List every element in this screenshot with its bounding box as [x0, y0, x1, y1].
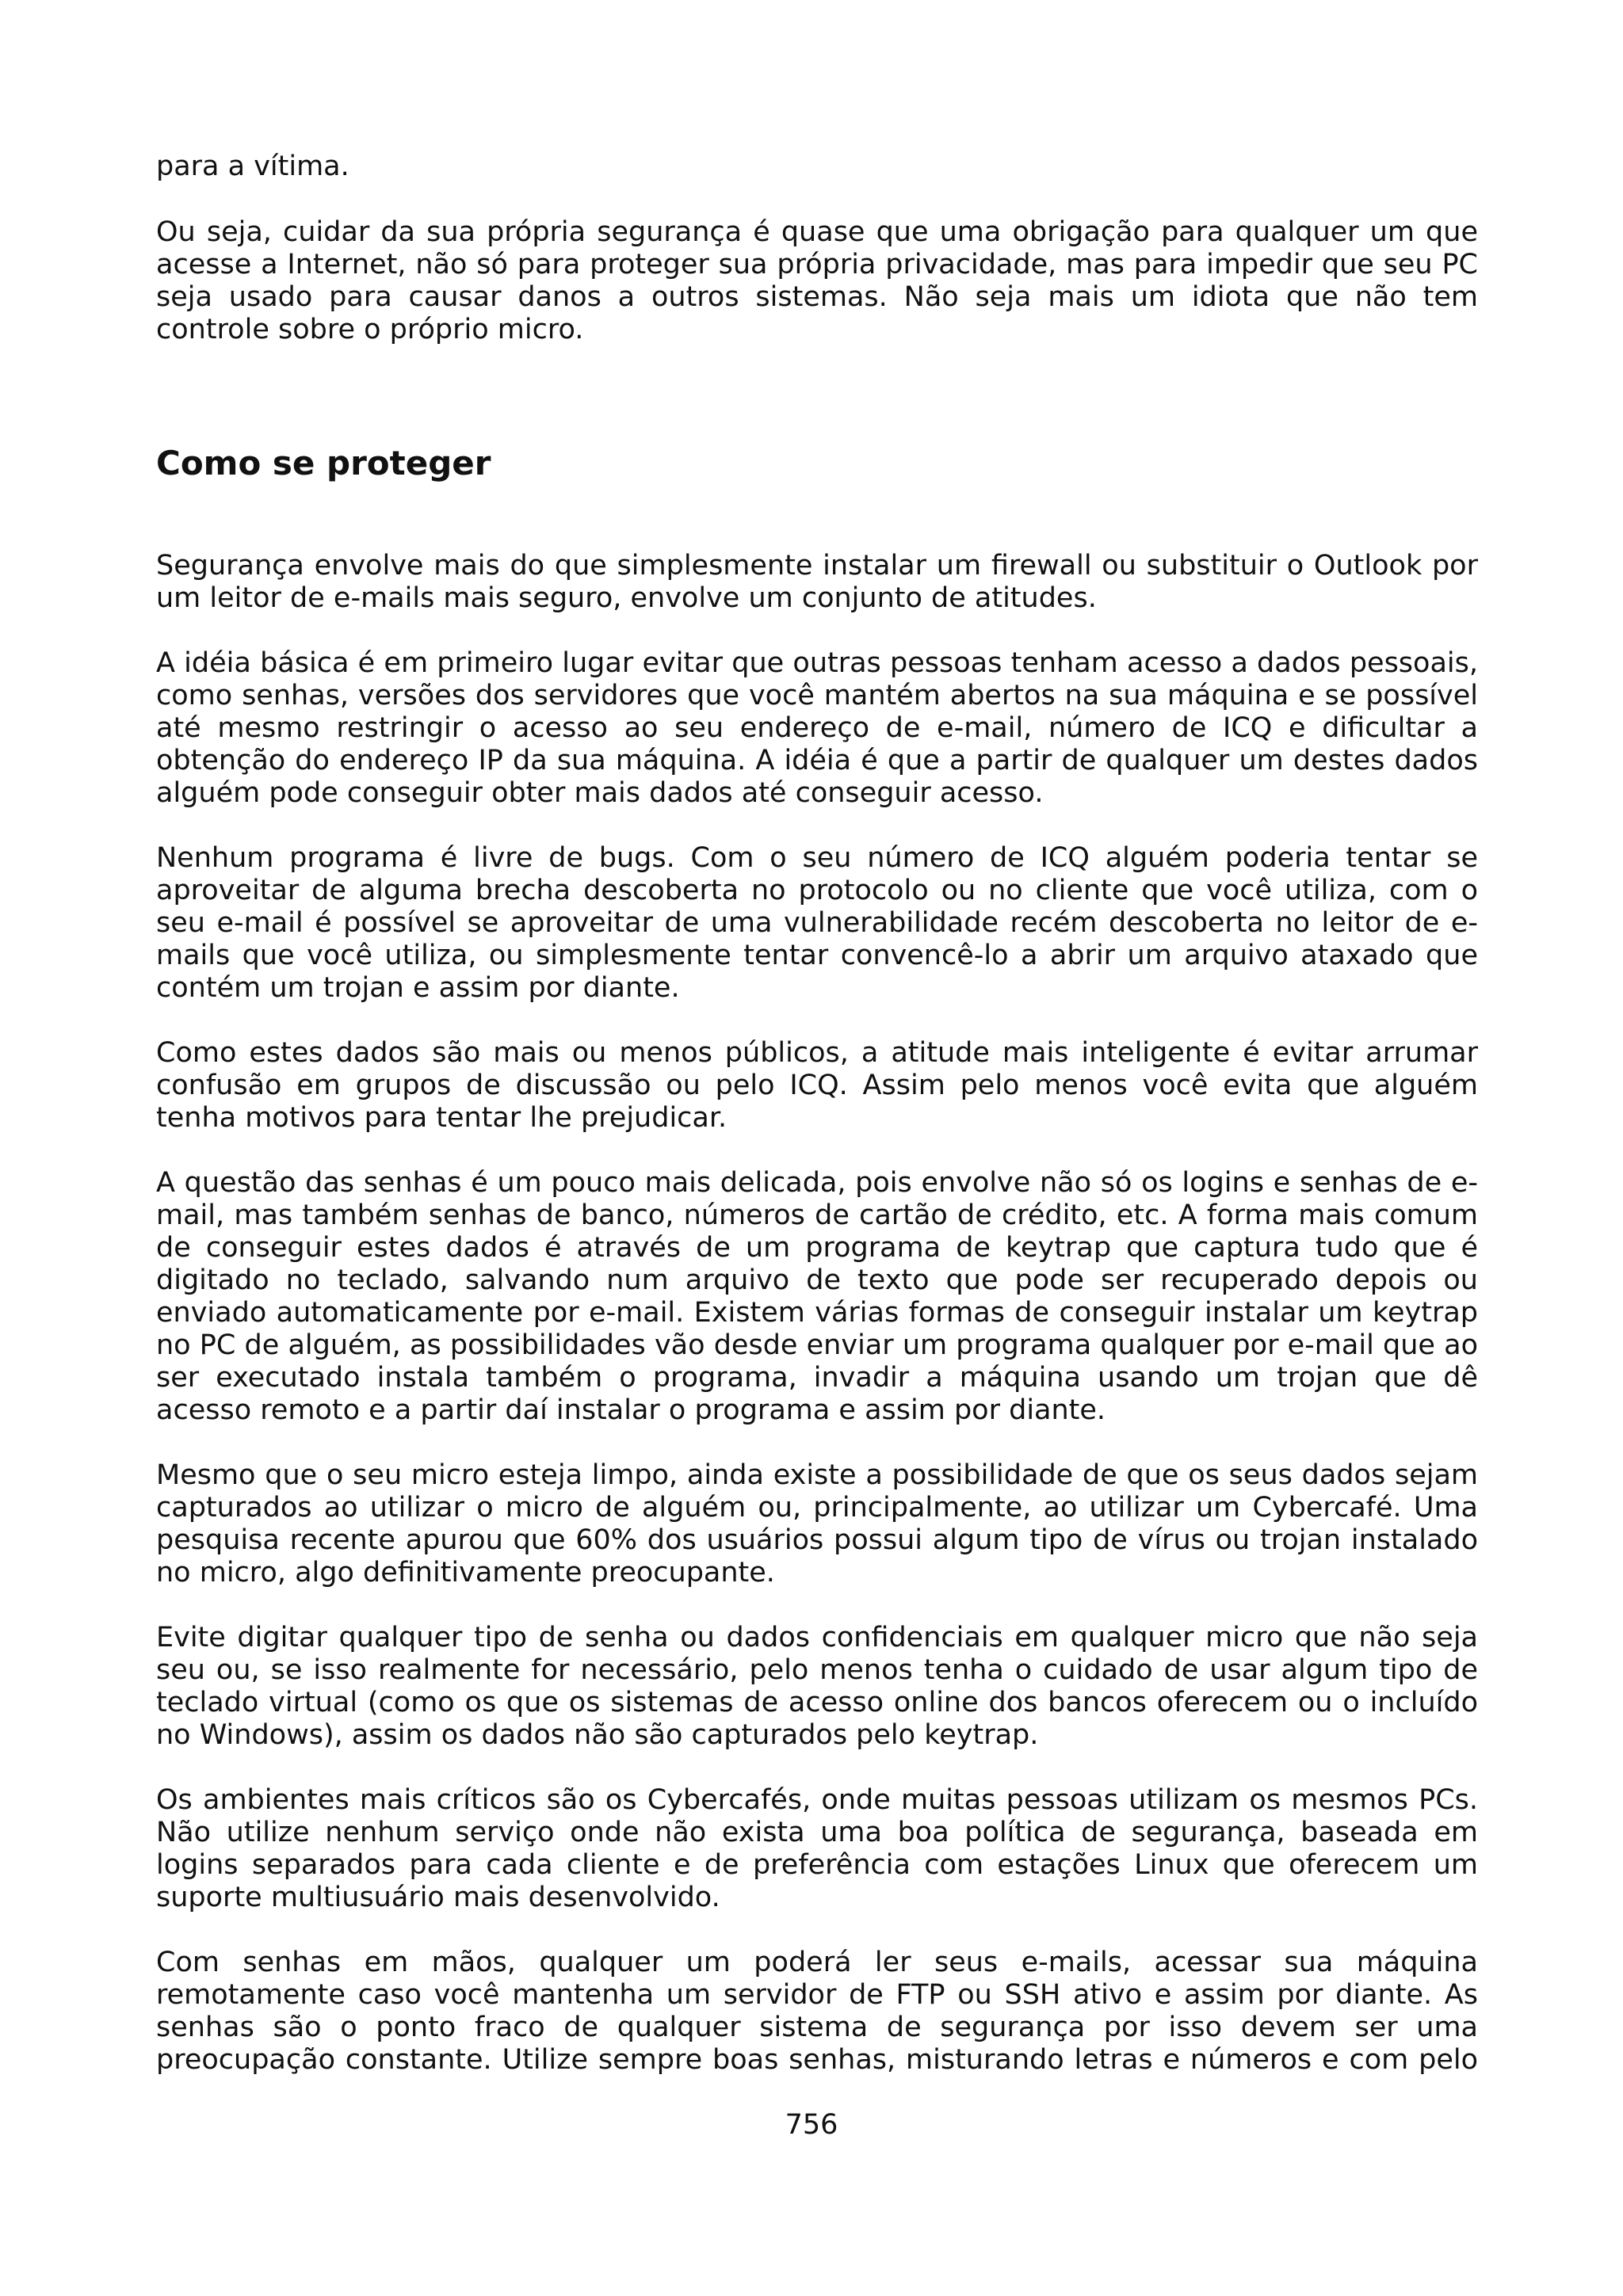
paragraph: Mesmo que o seu micro esteja limpo, ainda existe a possibilidade de que os seus dados sejam capturados ao utilizar o micro de alguém ou, principalmente, ao utilizar um Cybercafé. Uma pesquisa recente apurou que 60% dos usuários possui algum tipo de vírus ou trojan instalado no micro, algo definitivamente preocupante.: [156, 1459, 1478, 1589]
paragraph: Com senhas em mãos, qualquer um poderá ler seus e-mails, acessar sua máquina remotamente caso você mantenha um servidor de FTP ou SSH ativo e assim por diante. As senhas são o ponto fraco de qualquer sistema de segurança por isso devem ser uma preocupação constante. Utilize sempre boas senhas, misturando letras e números e com pelo: [156, 1947, 1478, 2076]
paragraph: A questão das senhas é um pouco mais delicada, pois envolve não só os logins e senhas de e-mail, mas também senhas de banco, números de cartão de crédito, etc. A forma mais comum de conseguir estes dados é através de um programa de keytrap que captura tudo que é digitado no teclado, salvando num arquivo de texto que pode ser recuperado depois ou enviado automaticamente por e-mail. Existem várias formas de conseguir instalar um keytrap no PC de alguém, as possibilidades vão desde enviar um programa qualquer por e-mail que ao ser executado instala também o programa, invadir a máquina usando um trojan que dê acesso remoto e a partir daí instalar o programa e assim por diante.: [156, 1167, 1478, 1426]
paragraph: para a vítima.: [156, 151, 349, 182]
paragraph: Evite digitar qualquer tipo de senha ou dados confidenciais em qualquer micro que não seja seu ou, se isso realmente for necessário, pelo menos tenha o cuidado de usar algum tipo de teclado virtual (como os que os sistemas de acesso online dos bancos oferecem ou o incluído no Windows), assim os dados não são capturados pelo keytrap.: [156, 1622, 1478, 1751]
paragraph: Ou seja, cuidar da sua própria segurança é quase que uma obrigação para qualquer um que acesse a Internet, não só para proteger sua própria privacidade, mas para impedir que seu PC seja usado para causar danos a outros sistemas. Não seja mais um idiota que não tem controle sobre o próprio micro.: [156, 216, 1478, 345]
paragraph: Nenhum programa é livre de bugs. Com o seu número de ICQ alguém poderia tentar se aproveitar de alguma brecha descoberta no protocolo ou no cliente que você utiliza, com o seu e-mail é possível se aproveitar de uma vulnerabilidade recém descoberta no leitor de e-mails que você utiliza, ou simplesmente tentar convencê-lo a abrir um arquivo ataxado que contém um trojan e assim por diante.: [156, 842, 1478, 1004]
document-body: [156, 151, 1478, 2109]
page-number: 756: [785, 2109, 838, 2141]
paragraph: Como estes dados são mais ou menos públicos, a atitude mais inteligente é evitar arrumar confusão em grupos de discussão ou pelo ICQ. Assim pelo menos você evita que alguém tenha motivos para tentar lhe prejudicar.: [156, 1037, 1478, 1134]
paragraph: Segurança envolve mais do que simplesmente instalar um firewall ou substituir o Outlook por um leitor de e-mails mais seguro, envolve um conjunto de atitudes.: [156, 550, 1478, 614]
paragraph: Os ambientes mais críticos são os Cybercafés, onde muitas pessoas utilizam os mesmos PCs. Não utilize nenhum serviço onde não exista uma boa política de segurança, baseada em logins separados para cada cliente e de preferência com estações Linux que oferecem um suporte multiusuário mais desenvolvido.: [156, 1784, 1478, 1913]
paragraph: A idéia básica é em primeiro lugar evitar que outras pessoas tenham acesso a dados pessoais, como senhas, versões dos servidores que você mantém abertos na sua máquina e se possível até mesmo restringir o acesso ao seu endereço de e-mail, número de ICQ e dificultar a obtenção do endereço IP da sua máquina. A idéia é que a partir de qualquer um destes dados alguém pode conseguir obter mais dados até conseguir acesso.: [156, 647, 1478, 809]
section-heading-wrap: [156, 379, 1478, 550]
section-heading: Como se proteger: [156, 444, 491, 482]
